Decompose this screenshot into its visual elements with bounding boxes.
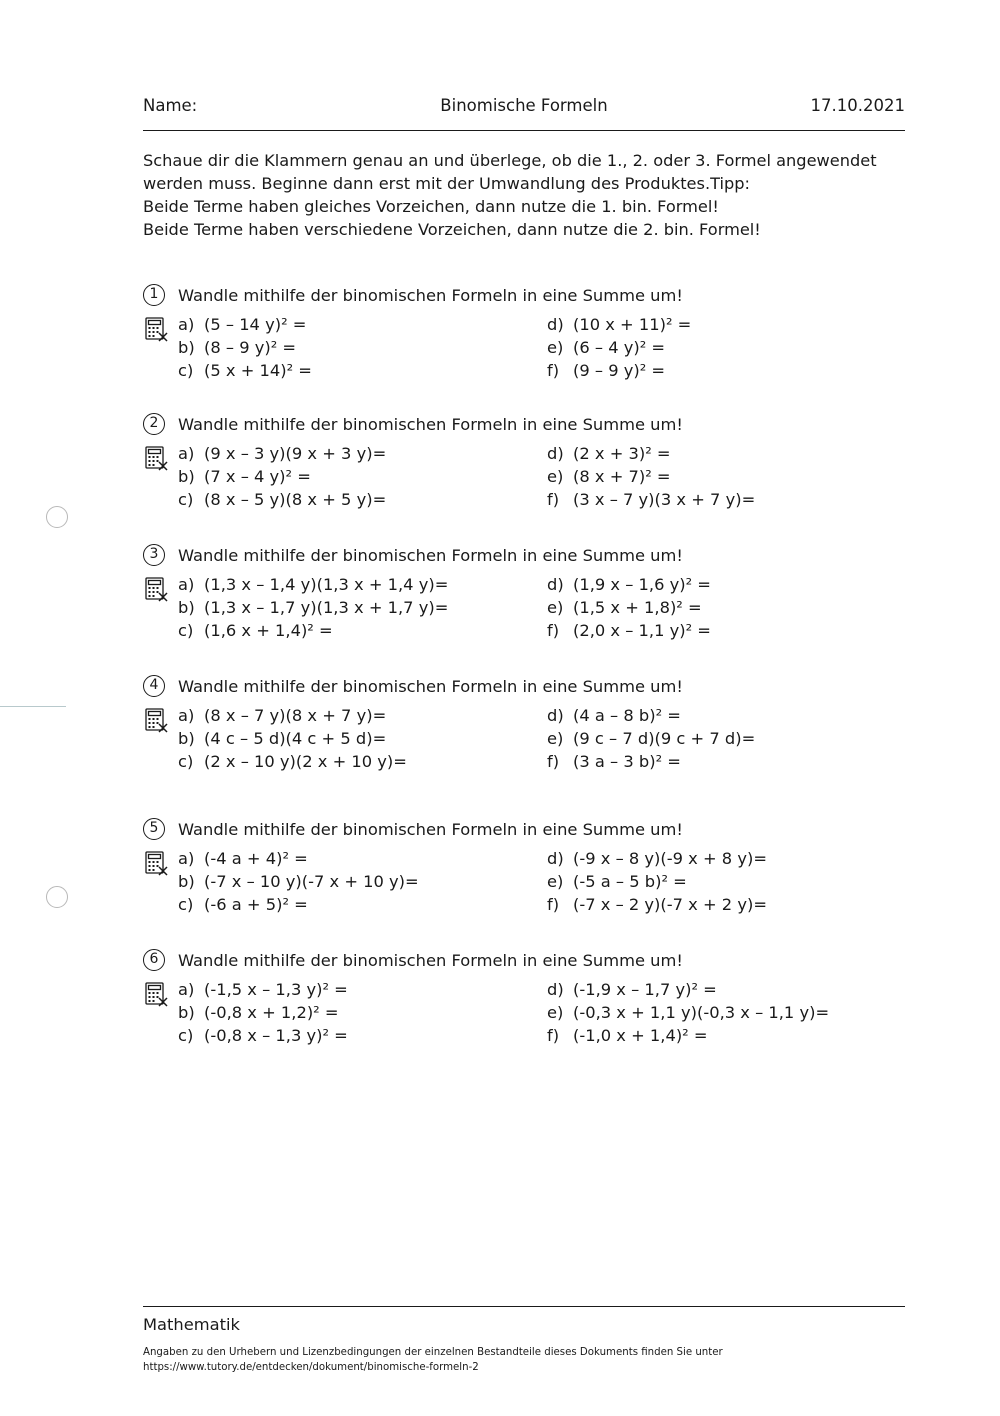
task-number-badge: 4 — [143, 675, 165, 697]
exercise-item — [178, 978, 348, 1001]
exercise-label: e) — [547, 729, 564, 748]
task-number-badge: 1 — [143, 284, 165, 306]
calculator-crossed-icon — [145, 317, 169, 343]
task-number-badge: 3 — [143, 544, 165, 566]
exercise-item — [547, 488, 755, 511]
exercise-expression: (9 c – 7 d)(9 c + 7 d)= — [573, 729, 756, 748]
name-label: Name: — [143, 96, 198, 115]
exercise-item — [547, 465, 671, 488]
task-2 — [143, 413, 913, 509]
calculator-crossed-icon — [145, 446, 169, 472]
exercise-expression: (-7 x – 2 y)(-7 x + 2 y)= — [573, 895, 767, 914]
exercise-label: f) — [547, 361, 560, 380]
exercise-item — [178, 870, 419, 893]
task-title: Wandle mithilfe der binomischen Formeln in eine Summe um! — [178, 546, 683, 565]
instruction-line: Beide Terme haben gleiches Vorzeichen, dann nutze die 1. bin. Formel! — [143, 197, 719, 216]
exercise-expression: (9 – 9 y)² = — [573, 361, 666, 380]
license-line: Angaben zu den Urhebern und Lizenzbedingungen der einzelnen Bestandteile dieses Dokuments finden Sie unter — [143, 1347, 723, 1358]
exercise-expression: (-5 a – 5 b)² = — [573, 872, 687, 891]
exercise-label: c) — [178, 752, 194, 771]
exercise-expression: (5 x + 14)² = — [204, 361, 312, 380]
exercise-expression: (-7 x – 10 y)(-7 x + 10 y)= — [204, 872, 419, 891]
exercise-item — [547, 336, 665, 359]
exercise-item — [547, 750, 681, 773]
exercise-expression: (1,3 x – 1,7 y)(1,3 x + 1,7 y)= — [204, 598, 449, 617]
exercise-label: e) — [547, 1003, 564, 1022]
exercise-expression: (10 x + 11)² = — [573, 315, 692, 334]
task-header — [143, 284, 913, 308]
exercise-item — [547, 313, 691, 336]
exercise-label: a) — [178, 706, 195, 725]
exercise-expression: (2 x – 10 y)(2 x + 10 y)= — [204, 752, 407, 771]
exercise-label: b) — [178, 467, 195, 486]
exercise-label: d) — [547, 315, 564, 334]
exercise-expression: (6 – 4 y)² = — [573, 338, 666, 357]
exercise-label: d) — [547, 444, 564, 463]
worksheet-title: Binomische Formeln — [440, 96, 608, 115]
exercise-list — [178, 847, 913, 919]
exercise-item — [547, 704, 681, 727]
exercise-label: c) — [178, 490, 194, 509]
exercise-expression: (1,6 x + 1,4)² = — [204, 621, 333, 640]
exercise-item — [178, 704, 386, 727]
punch-hole-mark-bottom — [46, 886, 68, 908]
exercise-label: d) — [547, 849, 564, 868]
exercise-expression: (5 – 14 y)² = — [204, 315, 307, 334]
exercise-item — [547, 978, 717, 1001]
exercise-item — [178, 442, 386, 465]
exercise-item — [547, 442, 671, 465]
exercise-label: e) — [547, 467, 564, 486]
task-title: Wandle mithilfe der binomischen Formeln in eine Summe um! — [178, 415, 683, 434]
calculator-crossed-icon — [145, 851, 169, 877]
exercise-label: b) — [178, 598, 195, 617]
exercise-list — [178, 573, 913, 645]
exercise-expression: (-0,3 x + 1,1 y)(-0,3 x – 1,1 y)= — [573, 1003, 830, 1022]
exercise-label: d) — [547, 980, 564, 999]
exercise-label: f) — [547, 752, 560, 771]
instruction-line: Schaue dir die Klammern genau an und überlege, ob die 1., 2. oder 3. Formel angewendet — [143, 151, 877, 170]
exercise-item — [547, 596, 702, 619]
exercise-list — [178, 978, 913, 1050]
exercise-item — [178, 1024, 348, 1047]
exercise-label: b) — [178, 338, 195, 357]
instructions — [143, 149, 913, 241]
task-title: Wandle mithilfe der binomischen Formeln in eine Summe um! — [178, 286, 683, 305]
exercise-item — [178, 573, 448, 596]
task-1 — [143, 284, 913, 380]
exercise-label: c) — [178, 1026, 194, 1045]
exercise-label: b) — [178, 872, 195, 891]
exercise-expression: (9 x – 3 y)(9 x + 3 y)= — [204, 444, 387, 463]
exercise-item — [178, 488, 386, 511]
worksheet-date: 17.10.2021 — [810, 96, 905, 115]
exercise-item — [178, 847, 308, 870]
exercise-item — [178, 313, 306, 336]
exercise-label: e) — [547, 338, 564, 357]
exercise-item — [547, 1001, 829, 1024]
exercise-item — [547, 359, 665, 382]
exercise-list — [178, 704, 913, 776]
exercise-item — [547, 727, 755, 750]
exercise-expression: (3 x – 7 y)(3 x + 7 y)= — [573, 490, 756, 509]
exercise-list — [178, 313, 913, 385]
exercise-item — [547, 573, 711, 596]
task-title: Wandle mithilfe der binomischen Formeln in eine Summe um! — [178, 951, 683, 970]
footer-subject: Mathematik — [143, 1315, 240, 1334]
instruction-line: Beide Terme haben verschiedene Vorzeichen, dann nutze die 2. bin. Formel! — [143, 220, 761, 239]
exercise-expression: (-1,0 x + 1,4)² = — [573, 1026, 708, 1045]
exercise-expression: (4 a – 8 b)² = — [573, 706, 681, 725]
task-header — [143, 675, 913, 699]
exercise-label: a) — [178, 849, 195, 868]
exercise-label: a) — [178, 444, 195, 463]
exercise-item — [178, 619, 333, 642]
exercise-label: f) — [547, 895, 560, 914]
task-4 — [143, 675, 913, 771]
exercise-label: c) — [178, 895, 194, 914]
exercise-label: c) — [178, 621, 194, 640]
exercise-expression: (-1,5 x – 1,3 y)² = — [204, 980, 348, 999]
exercise-item — [178, 1001, 339, 1024]
exercise-expression: (4 c – 5 d)(4 c + 5 d)= — [204, 729, 387, 748]
exercise-expression: (1,5 x + 1,8)² = — [573, 598, 702, 617]
footer — [143, 1306, 905, 1373]
exercise-item — [178, 465, 311, 488]
exercise-item — [178, 750, 407, 773]
exercise-label: c) — [178, 361, 194, 380]
task-number-badge: 5 — [143, 818, 165, 840]
task-header — [143, 949, 913, 973]
task-6 — [143, 949, 913, 1045]
exercise-expression: (-9 x – 8 y)(-9 x + 8 y)= — [573, 849, 767, 868]
exercise-label: d) — [547, 575, 564, 594]
punch-hole-mark-top — [46, 506, 68, 528]
exercise-expression: (1,9 x – 1,6 y)² = — [573, 575, 711, 594]
calculator-crossed-icon — [145, 577, 169, 603]
exercise-item — [547, 847, 767, 870]
task-header — [143, 544, 913, 568]
exercise-expression: (-4 a + 4)² = — [204, 849, 308, 868]
exercise-expression: (-1,9 x – 1,7 y)² = — [573, 980, 717, 999]
calculator-crossed-icon — [145, 708, 169, 734]
exercise-label: e) — [547, 598, 564, 617]
exercise-expression: (2 x + 3)² = — [573, 444, 671, 463]
exercise-expression: (-6 a + 5)² = — [204, 895, 308, 914]
exercise-label: e) — [547, 872, 564, 891]
exercise-expression: (8 x – 5 y)(8 x + 5 y)= — [204, 490, 387, 509]
exercise-expression: (1,3 x – 1,4 y)(1,3 x + 1,4 y)= — [204, 575, 449, 594]
exercise-expression: (7 x – 4 y)² = — [204, 467, 311, 486]
instruction-line: werden muss. Beginne dann erst mit der Umwandlung des Produktes.Tipp: — [143, 174, 750, 193]
calculator-crossed-icon — [145, 982, 169, 1008]
exercise-item — [178, 596, 448, 619]
exercise-item — [547, 893, 767, 916]
fold-mark — [0, 706, 66, 707]
task-5 — [143, 818, 913, 914]
exercise-label: f) — [547, 1026, 560, 1045]
exercise-label: f) — [547, 621, 560, 640]
license-line: https://www.tutory.de/entdecken/dokument/binomische-formeln-2 — [143, 1362, 479, 1373]
exercise-label: a) — [178, 575, 195, 594]
task-header — [143, 413, 913, 437]
task-number-badge: 6 — [143, 949, 165, 971]
exercise-label: a) — [178, 980, 195, 999]
exercise-list — [178, 442, 913, 514]
exercise-expression: (8 x + 7)² = — [573, 467, 671, 486]
exercise-item — [547, 619, 711, 642]
exercise-expression: (2,0 x – 1,1 y)² = — [573, 621, 711, 640]
task-3 — [143, 544, 913, 640]
exercise-label: d) — [547, 706, 564, 725]
exercise-expression: (8 – 9 y)² = — [204, 338, 297, 357]
exercise-item — [178, 893, 308, 916]
exercise-item — [178, 359, 312, 382]
exercise-expression: (3 a – 3 b)² = — [573, 752, 681, 771]
exercise-label: a) — [178, 315, 195, 334]
exercise-item — [178, 336, 296, 359]
task-header — [143, 818, 913, 842]
exercise-expression: (-0,8 x – 1,3 y)² = — [204, 1026, 348, 1045]
exercise-expression: (-0,8 x + 1,2)² = — [204, 1003, 339, 1022]
exercise-item — [547, 1024, 708, 1047]
exercise-item — [178, 727, 386, 750]
exercise-label: f) — [547, 490, 560, 509]
exercise-label: b) — [178, 729, 195, 748]
license-note — [143, 1345, 723, 1375]
exercise-label: b) — [178, 1003, 195, 1022]
worksheet-header — [143, 96, 905, 131]
task-title: Wandle mithilfe der binomischen Formeln in eine Summe um! — [178, 677, 683, 696]
exercise-item — [547, 870, 687, 893]
exercise-expression: (8 x – 7 y)(8 x + 7 y)= — [204, 706, 387, 725]
task-number-badge: 2 — [143, 413, 165, 435]
task-title: Wandle mithilfe der binomischen Formeln in eine Summe um! — [178, 820, 683, 839]
